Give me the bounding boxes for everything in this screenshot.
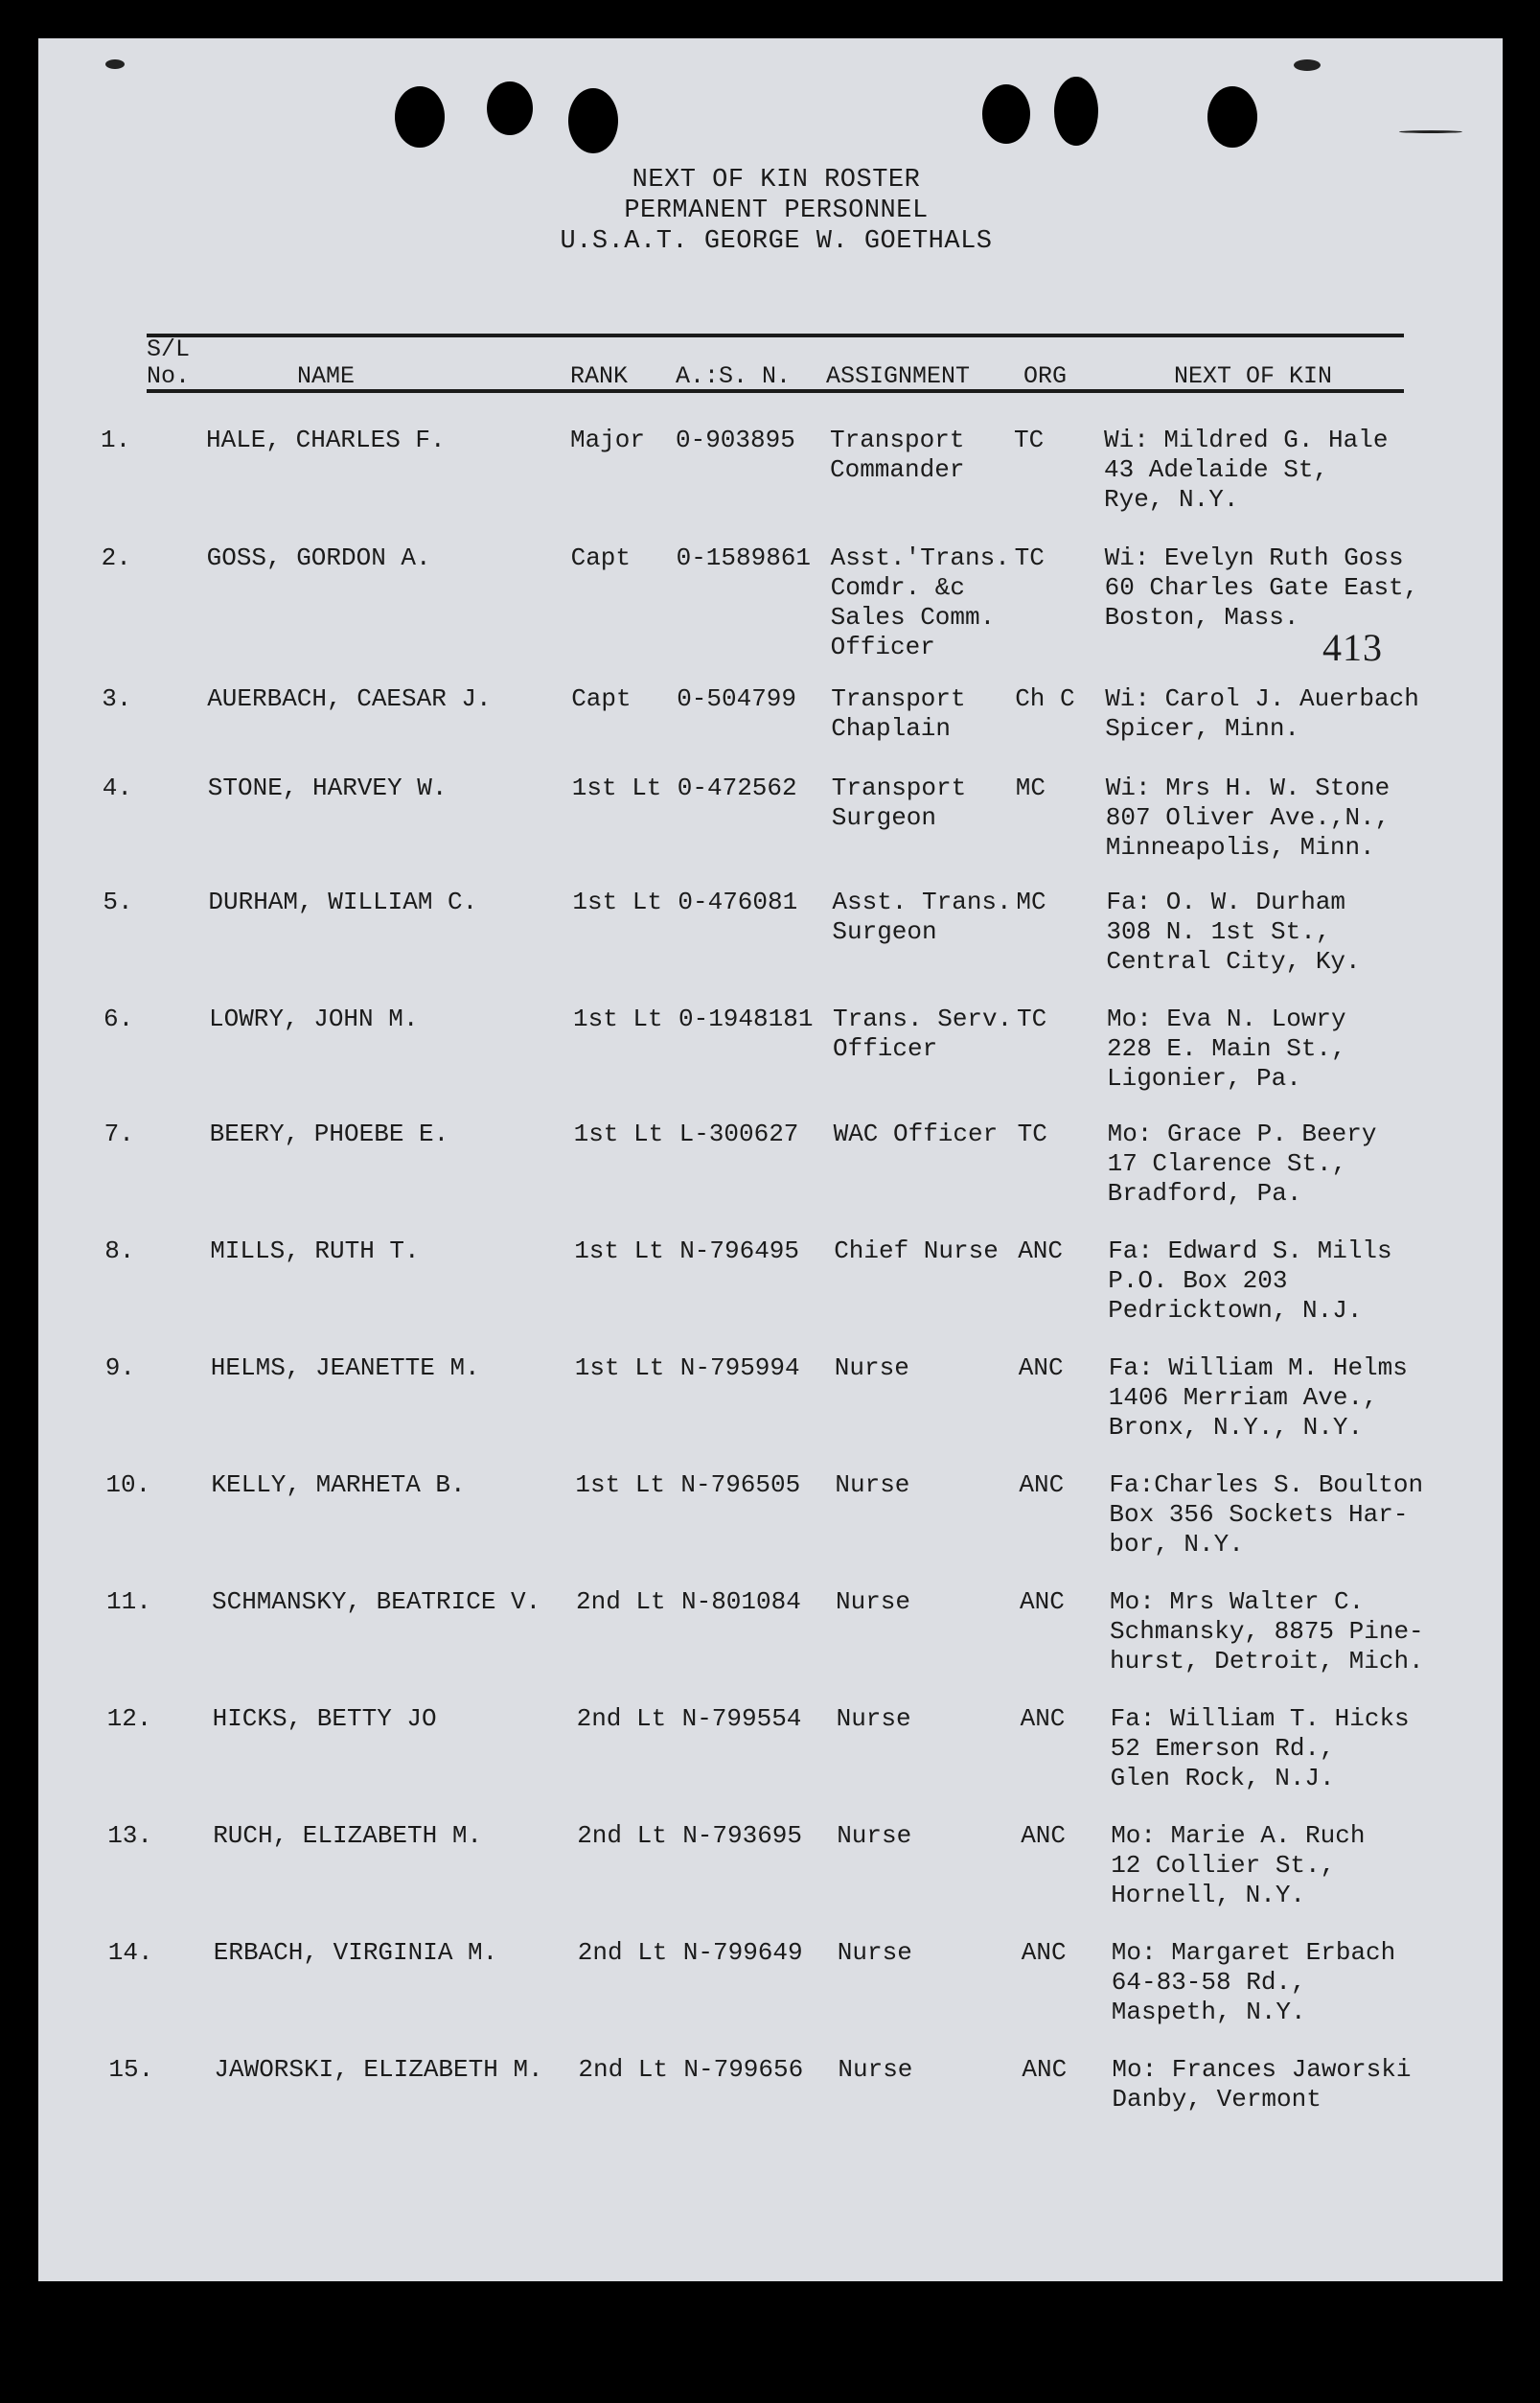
sl-number: 1. [101, 426, 131, 454]
next-of-kin [1105, 684, 1419, 744]
next-of-kin-line: Boston, Mass. [1104, 603, 1299, 632]
document-page [38, 38, 1503, 2281]
next-of-kin-line: Fa: Edward S. Mills [1108, 1236, 1392, 1265]
assignment-line: Officer [833, 1034, 938, 1063]
header-name: NAME [297, 362, 356, 390]
person-name: STONE, HARVEY W. [207, 774, 448, 802]
next-of-kin-line: Danby, Vermont [1112, 2085, 1322, 2114]
rank: 1st Lt [572, 888, 663, 916]
next-of-kin [1107, 1005, 1346, 1094]
sl-number: 3. [102, 684, 132, 713]
next-of-kin-line: Wi: Evelyn Ruth Goss [1104, 543, 1404, 572]
next-of-kin-line: 60 Charles Gate East, [1104, 573, 1419, 602]
punch-hole [395, 86, 445, 148]
assignment-line: Surgeon [831, 803, 937, 832]
assignment-line: Nurse [836, 1704, 911, 1733]
assignment-line: Transport [830, 426, 965, 454]
next-of-kin-line: Mo: Mrs Walter C. [1110, 1587, 1365, 1616]
next-of-kin-line: 228 E. Main St., [1107, 1034, 1346, 1063]
organization: ANC [1019, 1470, 1065, 1499]
serial-number: 0-476081 [678, 888, 798, 916]
organization: Ch C [1015, 684, 1075, 713]
organization: TC [1014, 543, 1045, 572]
organization: ANC [1022, 2055, 1068, 2084]
rank: 1st Lt [574, 1353, 665, 1382]
sl-number: 13. [107, 1821, 152, 1850]
next-of-kin-line: Central City, Ky. [1106, 947, 1361, 976]
next-of-kin-line: Mo: Eva N. Lowry [1107, 1005, 1346, 1033]
document-header [38, 165, 1503, 257]
next-of-kin-line: Box 356 Sockets Har- [1109, 1500, 1409, 1529]
person-name: SCHMANSKY, BEATRICE V. [212, 1587, 541, 1616]
sl-number: 5. [103, 888, 133, 916]
serial-number: N-799554 [681, 1704, 802, 1733]
next-of-kin-line: Schmansky, 8875 Pine- [1110, 1617, 1424, 1646]
next-of-kin-line: 1406 Merriam Ave., [1108, 1383, 1378, 1412]
next-of-kin-line: Mo: Margaret Erbach [1111, 1938, 1396, 1967]
organization: ANC [1021, 1938, 1067, 1967]
person-name: HELMS, JEANETTE M. [210, 1353, 480, 1382]
assignment-line: Nurse [834, 1353, 909, 1382]
assignment-line: Nurse [835, 1470, 910, 1499]
person-name: RUCH, ELIZABETH M. [213, 1821, 483, 1850]
next-of-kin-line: Pedricktown, N.J. [1108, 1296, 1363, 1325]
assignment [830, 426, 964, 485]
assignment [831, 543, 1010, 662]
next-of-kin-line: Fa:Charles S. Boulton [1109, 1470, 1424, 1499]
punch-hole [1054, 77, 1098, 146]
serial-number: N-796505 [680, 1470, 801, 1499]
serial-number: N-793695 [682, 1821, 803, 1850]
sl-number: 6. [103, 1005, 134, 1033]
assignment-line: Asst.'Trans. [830, 543, 1010, 572]
sl-number: 10. [105, 1470, 151, 1499]
person-name: KELLY, MARHETA B. [211, 1470, 466, 1499]
next-of-kin-line: 807 Oliver Ave.,N., [1105, 803, 1391, 832]
rank: Capt [571, 684, 632, 713]
next-of-kin-line: Minneapolis, Minn. [1105, 833, 1375, 862]
paper-speck [1294, 59, 1321, 71]
sl-number: 14. [107, 1938, 153, 1967]
next-of-kin-line: Bradford, Pa. [1107, 1179, 1302, 1208]
header-next-of-kin: NEXT OF KIN [1174, 362, 1333, 390]
assignment [835, 1470, 909, 1500]
sl-number: 8. [104, 1236, 135, 1265]
assignment [837, 1704, 911, 1734]
next-of-kin [1108, 1120, 1377, 1209]
next-of-kin-line: Rye, N.Y. [1104, 485, 1239, 514]
person-name: BEERY, PHOEBE E. [209, 1120, 449, 1148]
header-sl-2: No. [147, 362, 191, 390]
header-asn: A.:S. N. [676, 362, 792, 390]
assignment-line: Commander [830, 455, 965, 484]
serial-number: N-801084 [681, 1587, 801, 1616]
person-name: AUERBACH, CAESAR J. [207, 684, 492, 713]
rank: 1st Lt [573, 1005, 663, 1033]
assignment-line: Nurse [837, 1821, 912, 1850]
organization: ANC [1021, 1821, 1066, 1850]
next-of-kin-line: Mo: Marie A. Ruch [1111, 1821, 1366, 1850]
assignment-line: Nurse [836, 1587, 911, 1616]
sl-number: 11. [106, 1587, 151, 1616]
assignment [832, 774, 966, 833]
assignment [838, 1938, 912, 1968]
next-of-kin-line: Wi: Mrs H. W. Stone [1105, 774, 1391, 802]
assignment-line: Officer [830, 633, 935, 661]
person-name: HALE, CHARLES F. [206, 426, 446, 454]
next-of-kin [1105, 543, 1419, 633]
assignment [833, 1005, 1012, 1064]
next-of-kin-line: Wi: Mildred G. Hale [1104, 426, 1389, 454]
next-of-kin-line: 52 Emerson Rd., [1110, 1734, 1335, 1763]
next-of-kin-line: Wi: Carol J. Auerbach [1105, 684, 1419, 713]
paper-speck [105, 59, 125, 69]
assignment-line: Nurse [837, 1938, 912, 1967]
person-name: MILLS, RUTH T. [210, 1236, 420, 1265]
person-name: LOWRY, JOHN M. [209, 1005, 419, 1033]
next-of-kin [1109, 1353, 1408, 1443]
rank: 2nd Lt [576, 1587, 666, 1616]
serial-number: L-300627 [678, 1120, 799, 1148]
next-of-kin-line: Fa: William T. Hicks [1110, 1704, 1410, 1733]
next-of-kin-line: 64-83-58 Rd., [1111, 1968, 1306, 1997]
header-rank: RANK [570, 362, 629, 390]
header-sl-1: S/L [147, 335, 191, 363]
next-of-kin-line: 43 Adelaide St, [1104, 455, 1329, 484]
punch-hole [1207, 86, 1257, 148]
assignment-line: Chaplain [831, 714, 952, 743]
serial-number: N-795994 [679, 1353, 800, 1382]
page-number: 413 [1322, 626, 1383, 669]
next-of-kin-line: Ligonier, Pa. [1107, 1064, 1301, 1093]
organization: ANC [1020, 1704, 1066, 1733]
sl-number: 7. [103, 1120, 134, 1148]
assignment-line: Transport [831, 774, 967, 802]
serial-number: 0-1589861 [676, 543, 812, 572]
assignment [832, 888, 1011, 947]
organization: MC [1015, 774, 1046, 802]
person-name: ERBACH, VIRGINIA M. [213, 1938, 498, 1967]
next-of-kin [1104, 426, 1388, 515]
serial-number: N-799656 [683, 2055, 804, 2084]
assignment-line: WAC Officer [833, 1120, 999, 1148]
next-of-kin [1111, 1821, 1365, 1910]
organization: TC [1017, 1005, 1047, 1033]
rank: 2nd Lt [576, 1704, 667, 1733]
table-top-rule [147, 334, 1404, 337]
assignment-line: Trans. Serv. [833, 1005, 1013, 1033]
assignment-line: Asst. Trans. [832, 888, 1012, 916]
assignment-line: Comdr. &c [830, 573, 966, 602]
next-of-kin [1108, 1236, 1391, 1326]
next-of-kin-line: Bronx, N.Y., N.Y. [1108, 1413, 1364, 1442]
next-of-kin-line: Hornell, N.Y. [1111, 1881, 1306, 1909]
serial-number: 0-504799 [677, 684, 797, 713]
next-of-kin-line: Mo: Grace P. Beery [1107, 1120, 1377, 1148]
organization: TC [1017, 1120, 1047, 1148]
sl-number: 15. [108, 2055, 154, 2084]
serial-number: 0-903895 [676, 426, 795, 454]
assignment [835, 1353, 909, 1383]
next-of-kin-line: Mo: Frances Jaworski [1112, 2055, 1412, 2084]
serial-number: 0-472562 [677, 774, 797, 802]
next-of-kin [1109, 1470, 1423, 1560]
rank: 1st Lt [575, 1470, 666, 1499]
assignment-line: Surgeon [832, 917, 937, 946]
next-of-kin-line: Glen Rock, N.J. [1110, 1764, 1335, 1792]
rank: Major [570, 426, 646, 454]
next-of-kin-line: Maspeth, N.Y. [1111, 1998, 1306, 2026]
person-name: DURHAM, WILLIAM C. [208, 888, 478, 916]
header-org: ORG [1023, 362, 1068, 390]
rank: 2nd Lt [577, 1821, 667, 1850]
next-of-kin-line: Spicer, Minn. [1105, 714, 1300, 743]
assignment [834, 1236, 999, 1266]
organization: TC [1014, 426, 1045, 454]
assignment [837, 1821, 911, 1851]
assignment [834, 1120, 999, 1149]
person-name: JAWORSKI, ELIZABETH M. [214, 2055, 543, 2084]
next-of-kin [1106, 774, 1390, 863]
person-name: HICKS, BETTY JO [212, 1704, 437, 1733]
next-of-kin-line: Fa: O. W. Durham [1106, 888, 1346, 916]
next-of-kin [1112, 1938, 1395, 2027]
rank: Capt [570, 543, 632, 572]
sl-number: 12. [106, 1704, 152, 1733]
header-assignment: ASSIGNMENT [826, 362, 971, 390]
next-of-kin-line: hurst, Detroit, Mich. [1110, 1647, 1424, 1675]
serial-number: 0-1948181 [678, 1005, 814, 1033]
next-of-kin-line: 12 Collier St., [1111, 1851, 1336, 1880]
assignment-line: Nurse [838, 2055, 913, 2084]
person-name: GOSS, GORDON A. [206, 543, 431, 572]
assignment [831, 684, 965, 744]
sl-number: 2. [101, 543, 131, 572]
rank: 1st Lt [574, 1236, 664, 1265]
organization: MC [1016, 888, 1046, 916]
header-line-2: PERMANENT PERSONNEL [624, 196, 929, 225]
assignment [836, 1587, 910, 1617]
header-line-1: NEXT OF KIN ROSTER [632, 166, 921, 195]
next-of-kin [1112, 2055, 1411, 2114]
rank: 1st Lt [571, 774, 662, 802]
next-of-kin [1106, 888, 1360, 977]
assignment-line: Chief Nurse [834, 1236, 999, 1265]
sl-number: 9. [104, 1353, 136, 1382]
next-of-kin-line: 308 N. 1st St., [1106, 917, 1331, 946]
next-of-kin-line: P.O. Box 203 [1108, 1266, 1288, 1295]
assignment-line: Transport [831, 684, 966, 713]
assignment [838, 2055, 912, 2085]
organization: ANC [1018, 1353, 1064, 1382]
next-of-kin [1111, 1704, 1410, 1793]
assignment-line: Sales Comm. [830, 603, 996, 632]
sl-number: 4. [102, 774, 133, 802]
next-of-kin-line: bor, N.Y. [1109, 1530, 1244, 1559]
punch-hole [487, 81, 533, 135]
organization: ANC [1020, 1587, 1065, 1616]
next-of-kin [1110, 1587, 1424, 1676]
organization: ANC [1018, 1236, 1063, 1265]
rank: 2nd Lt [578, 2055, 669, 2084]
serial-number: N-799649 [682, 1938, 803, 1967]
paper-speck [1399, 130, 1462, 133]
next-of-kin-line: Fa: William M. Helms [1108, 1353, 1408, 1382]
next-of-kin-line: 17 Clarence St., [1107, 1149, 1347, 1178]
rank: 2nd Lt [577, 1938, 668, 1967]
rank: 1st Lt [573, 1120, 664, 1148]
punch-hole [568, 88, 618, 153]
header-line-3: U.S.A.T. GEORGE W. GOETHALS [560, 227, 993, 256]
punch-hole [982, 84, 1030, 144]
serial-number: N-796495 [679, 1236, 800, 1265]
